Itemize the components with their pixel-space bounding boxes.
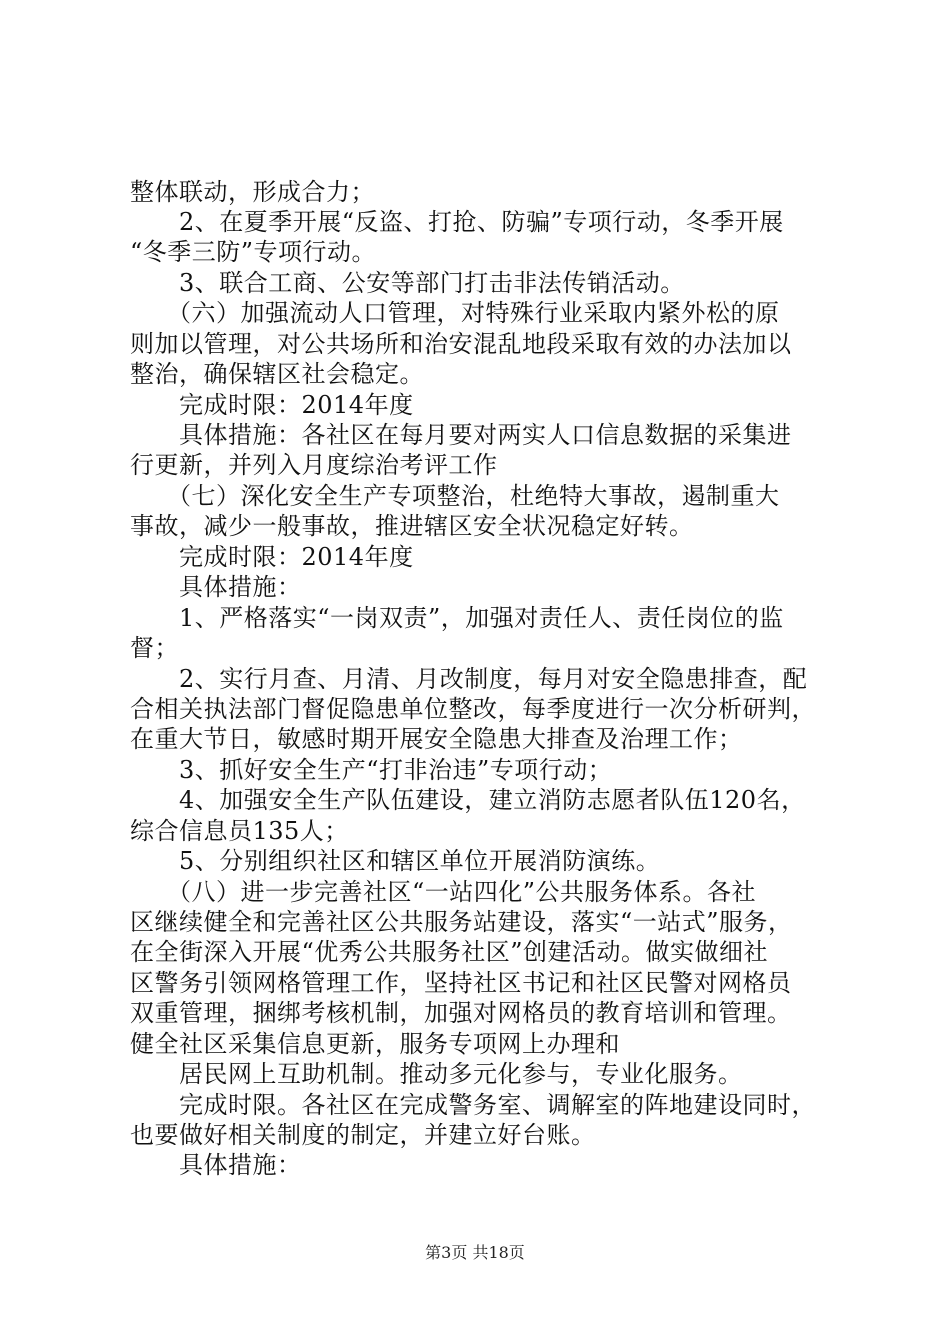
text-line: 区继续健全和完善社区公共服务站建设，落实“一站式”服务， [130, 908, 793, 936]
text-line: 具体措施： [130, 1151, 302, 1179]
text-line: 事故，减少一般事故，推进辖区安全状况稳定好转。 [130, 512, 694, 540]
text-line: 具体措施： [130, 573, 302, 601]
text-line: 整治，确保辖区社会稳定。 [130, 360, 424, 388]
text-line: 完成时限。各社区在完成警务室、调解室的阵地建设同时， [130, 1091, 816, 1119]
text-line: 双重管理，捆绑考核机制，加强对网格员的教育培训和管理。 [130, 999, 792, 1027]
text-line: 2、在夏季开展“反盗、打抢、防骗”专项行动，冬季开展 [130, 208, 784, 236]
text-line: 则加以管理，对公共场所和治安混乱地段采取有效的办法加以 [130, 330, 792, 358]
text-line: 居民网上互助机制。推动多元化参与，专业化服务。 [130, 1060, 743, 1088]
text-line: 完成时限：2014年度 [130, 543, 414, 571]
text-line: 具体措施：各社区在每月要对两实人口信息数据的采集进 [130, 421, 792, 449]
text-line: 合相关执法部门督促隐患单位整改，每季度进行一次分析研判， [130, 695, 816, 723]
text-line: 3、联合工商、公安等部门打击非法传销活动。 [130, 269, 685, 297]
text-line: （八）进一步完善社区“一站四化”公共服务体系。各社 [130, 878, 757, 906]
text-line: （七）深化安全生产专项整治，杜绝特大事故，遏制重大 [130, 482, 780, 510]
text-line: 2、实行月查、月清、月改制度，每月对安全隐患排查，配 [130, 665, 808, 693]
text-line: 在重大节日，敏感时期开展安全隐患大排查及治理工作； [130, 725, 743, 753]
page-number-footer: 第3页 共18页 [425, 1243, 525, 1262]
text-line: 3、抓好安全生产“打非治违”专项行动； [130, 756, 613, 784]
text-line: 督； [130, 634, 179, 662]
text-line: 4、加强安全生产队伍建设，建立消防志愿者队伍120名， [130, 786, 806, 814]
text-line: “冬季三防”专项行动。 [130, 238, 377, 266]
text-line: 在全街深入开展“优秀公共服务社区”创建活动。做实做细社 [130, 938, 769, 966]
text-line: 健全社区采集信息更新，服务专项网上办理和 [130, 1030, 620, 1058]
text-line: 整体联动，形成合力； [130, 178, 375, 206]
text-line: （六）加强流动人口管理，对特殊行业采取内紧外松的原 [130, 299, 780, 327]
text-line: 5、分别组织社区和辖区单位开展消防演练。 [130, 847, 661, 875]
text-line: 1、严格落实“一岗双责”，加强对责任人、责任岗位的监 [130, 604, 784, 632]
text-line: 综合信息员135人； [130, 817, 349, 845]
text-line: 也要做好相关制度的制定，并建立好台账。 [130, 1121, 596, 1149]
text-line: 行更新，并列入月度综治考评工作 [130, 451, 498, 479]
text-line: 区警务引领网格管理工作，坚持社区书记和社区民警对网格员 [130, 969, 792, 997]
text-line: 完成时限：2014年度 [130, 391, 414, 419]
